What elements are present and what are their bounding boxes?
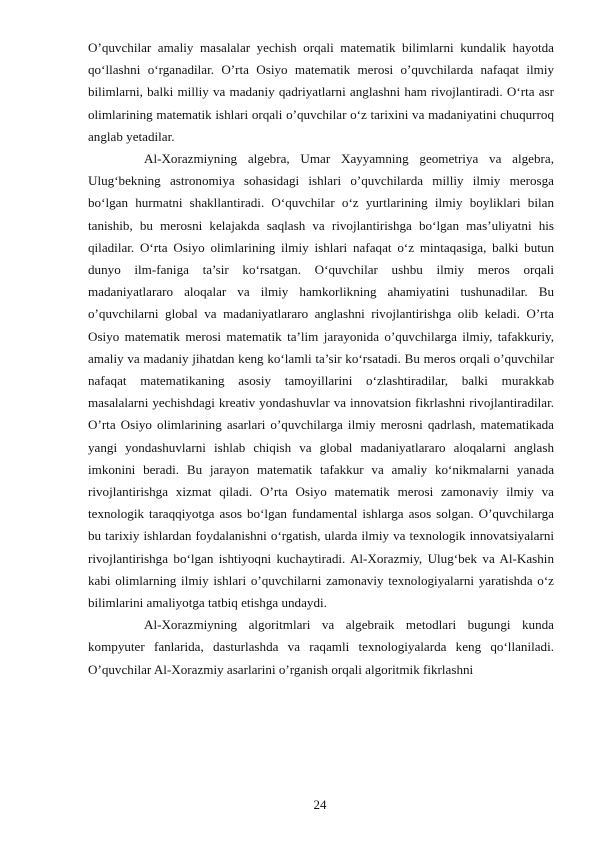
document-body	[88, 37, 554, 681]
paragraph-intro: O’quvchilar amaliy masalalar yechish orqali matematik bilimlarni kundalik hayotda qo‘llashni o‘rganadilar. O’rta Osiyo matematik merosi o’quvchilarda nafaqat ilmiy bilimlarni, balki milliy va madaniy qadriyatlarni anglashni ham rivojlantiradi. O‘rta asr olimlarining matematik ishlari orqali o’quvchilar o‘z tarixini va madaniyatini chuqurroq anglab yetadilar.	[88, 40, 554, 144]
paragraph-scholars-influence: Al-Xorazmiyning algebra, Umar Xayyamning geometriya va algebra, Ulug‘bekning astronomiya sohasidagi ishlari o’quvchilarda milliy ilmiy merosga bo‘lgan hurmatni shakllantiradi. O‘quvchilar o‘z yurtlarining ilmiy boyliklari bilan tanishib, bu merosni kelajakda saqlash va rivojlantirishga bo‘lgan mas’uliyatni his qiladilar. O‘rta Osiyo olimlarining ilmiy ishlari nafaqat o‘z mintaqasiga, balki butun dunyo ilm-faniga ta’sir ko‘rsatgan. O‘quvchilar ushbu ilmiy meros orqali madaniyatlararo aloqalar va ilmiy hamkorlikning ahamiyatini tushunadilar. Bu o’quvchilarni global va madaniyatlararo anglashni rivojlantirishga olib keladi. O’rta Osiyo matematik merosi matematik ta’lim jarayonida o’quvchilarga ilmiy, tafakkuriy, amaliy va madaniy jihatdan keng ko‘lamli ta’sir ko‘rsatadi. Bu meros orqali o’quvchilar nafaqat matematikaning asosiy tamoyillarini o‘zlashtiradilar, balki murakkab masalalarni yechishdagi kreativ yondashuvlar va innovatsion fikrlashni rivojlantiradilar. O’rta Osiyo olimlarining asarlari o’quvchilarga ilmiy merosni qadrlash, matematikada yangi yondashuvlarni ishlab chiqish va global madaniyatlararo aloqalarni anglash imkonini beradi. Bu jarayon matematik tafakkur va amaliy ko‘nikmalarni yanada rivojlantirishga xizmat qiladi. O’rta Osiyo matematik merosi zamonaviy ilmiy va texnologik taraqqiyotga asos bo‘lgan fundamental ishlarga asos solgan. O’quvchilarga bu tarixiy ishlardan foydalanishni o‘rgatish, ularda ilmiy va texnologik innovatsiyalarni rivojlantirishga bo‘lgan ishtiyoqni kuchaytiradi. Al-Xorazmiy, Ulug‘bek va Al-Kashin kabi olimlarning ilmiy ishlari o’quvchilarni zamonaviy texnologiyalarni yaratishda o‘z bilimlarini amaliyotga tatbiq etishga undaydi.	[88, 151, 554, 611]
paragraph-algorithms: Al-Xorazmiyning algoritmlari va algebraik metodlari bugungi kunda kompyuter fanlarida, dasturlashda va raqamli texnologiyalarda keng qo‘llaniladi. O’quvchilar Al-Xorazmiy asarlarini o’rganish orqali algoritmik fikrlashni	[88, 617, 554, 677]
page-number: 24	[313, 797, 327, 812]
